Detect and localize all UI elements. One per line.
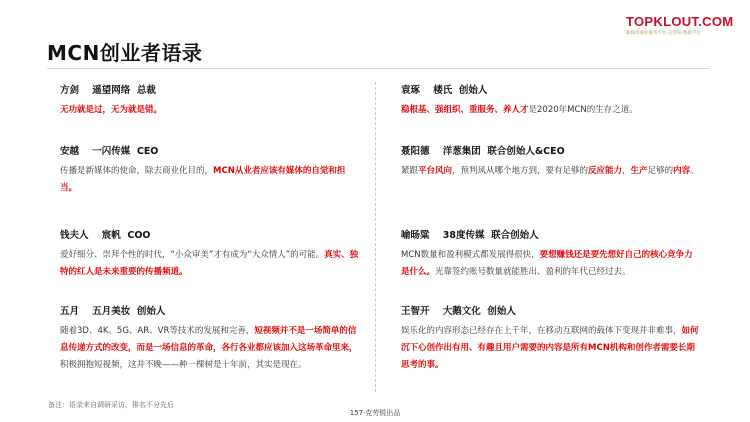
quote-highlight: 真实、独特的红人是未来重要的传播频道。 [60,250,359,277]
quote-highlight: 内容 [673,166,691,176]
title-rule [47,68,710,69]
quote-segment: 足够的 [647,166,674,176]
quote-segment: 。 [690,166,699,176]
page-title: MCN创业者语录 [47,41,203,65]
speaker-name: 袁琢 楼氏 创始人 [401,85,488,96]
quote-segment: ， [622,166,631,176]
brand-logo [626,14,736,36]
speaker-name: 方剑 遥望网络 总裁 [60,85,156,96]
quote-segment: 积极拥抱短视频，这并不晚——种一棵树是十年前，其实是现在。 [60,360,307,370]
quote-highlight: 生产 [630,166,648,176]
quote-segment: 传播是新媒体的使命，除去商业化目的， [60,166,214,176]
quote-highlight: 短视频并不是一场简单的信息传递方式的改变，而是一场信息的革命，各行各业都应该加入这场革命里来， [60,326,358,353]
quote-highlight: 平台风向 [418,166,453,176]
quote-segment: MCN数量和盈利模式都发展得很快， [401,250,540,260]
quote-card-wuyue [60,305,360,374]
quote-text [401,323,701,374]
speaker-name: 聂阳德 洋葱集团 联合创始人&CEO [401,146,565,157]
quote-segment: 是2020年MCN的生存之道。 [528,105,638,115]
quote-card-anyue [60,145,360,197]
quote-card-wangzhikai [401,305,701,374]
quote-segment: 娱乐化的内容形态已经存在上千年，在移动互联网的载体下变现并非难事， [401,326,682,336]
footnote: 备注：语录来自调研采访，排名不分先后 [48,401,174,409]
quote-segment: 随着3D、4K、5G、AR、VR等技术的发展和完善， [60,326,255,336]
quote-highlight: MCN从业者应该有媒体的自觉和担当。 [60,166,346,193]
quote-highlight: 无功就是过，无为就是错。 [60,105,163,115]
speaker-name: 钱夫人 宸帆 COO [60,230,151,241]
quote-card-nieyangde [401,145,701,180]
quote-text [60,163,360,197]
quote-text [60,323,360,374]
page-footer: 157·克劳锐出品 [349,409,401,417]
quote-segment: 光靠签约账号数量就能胜出、盈利的年代已经过去。 [435,267,631,277]
logo-subtitle: 新媒体商业服务平台·克劳锐·数据平台 [626,31,701,36]
speaker-name: 喻旸粱 38度传媒 联合创始人 [401,230,539,241]
quote-card-fangjian [60,84,360,119]
quote-text [401,163,701,180]
quote-text [401,247,701,281]
quote-text [401,102,701,119]
quote-segment: 爱好细分、崇拜个性的时代，“小众审美”才有成为“大众情人”的可能。 [60,250,325,260]
quote-text [60,102,360,119]
quote-segment: 紧跟 [401,166,419,176]
speaker-name: 五月 五月美妆 创始人 [60,306,166,317]
logo-text: TOPKLOUT.COM [626,14,734,29]
quote-highlight: 要想赚钱还是要先想好自己的核心竞争力是什么。 [401,250,693,277]
column-divider [375,82,376,392]
quote-highlight: 反应能力 [588,166,623,176]
quote-segment: ，预判风从哪个地方到，要有足够的 [452,166,589,176]
quote-card-yuanzhuo [401,84,701,119]
quote-highlight: 稳根基、强组织、重服务、养人才 [401,105,529,115]
speaker-name: 安越 一闪传媒 CEO [60,146,159,157]
speaker-name: 王智开 大鹅文化 创始人 [401,306,516,317]
quote-card-yuyangliang [401,229,701,281]
quote-highlight: 如何沉下心创作出有用、有趣且用户需要的内容是所有MCN机构和创作者需要长期思考的事。 [401,326,699,370]
quote-card-qianfuren [60,229,360,281]
quote-text [60,247,360,281]
